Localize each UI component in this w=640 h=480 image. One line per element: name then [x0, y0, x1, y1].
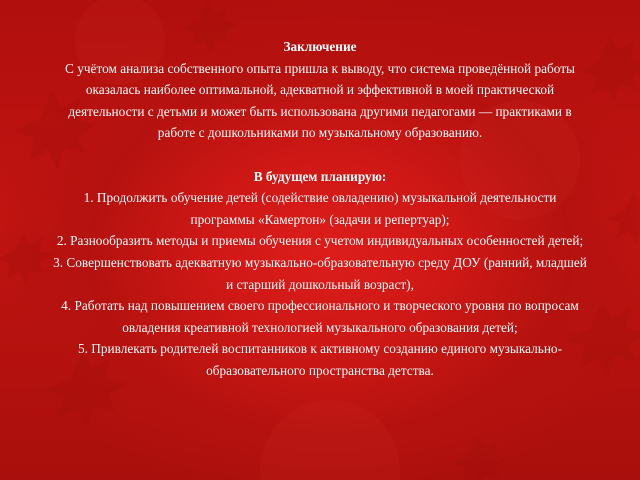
plans-line: 2. Разнообразить методы и приемы обучения с учетом индивидуальных особенностей детей; — [56, 233, 584, 249]
conclusion-line: оказалась наиболее оптимальной, адекватной и эффективной в моей практической — [85, 82, 555, 98]
maple-leaf-icon — [452, 437, 507, 480]
plans-line: образовательного пространства детства. — [206, 362, 434, 378]
plans-title: В будущем планирую: — [253, 168, 387, 184]
plans-line: 1. Продолжить обучение детей (содействие овладению) музыкальной деятельности — [83, 190, 557, 206]
conclusion-line: С учётом анализа собственного опыта пришла к выводу, что система проведённой работы — [65, 60, 575, 76]
plans-line: 5. Привлекать родителей воспитанников к активному созданию единого музыкально- — [77, 341, 563, 357]
conclusion-title: Заключение — [283, 39, 357, 54]
conclusion-line: работе с дошкольниками по музыкальному образованию. — [157, 125, 483, 141]
slide-text — [30, 36, 610, 382]
maple-leaf-icon — [607, 192, 640, 244]
conclusion-line: деятельности с детьми и может быть использована другими педагогами — практиками в — [68, 103, 572, 119]
plans-line: и старший дошкольный возраст), — [226, 276, 414, 292]
plans-line: овладения креативной технологией музыкального образования детей; — [122, 319, 518, 335]
plans-line: программы «Камертон» (задачи и репертуар); — [190, 211, 450, 227]
section-spacer — [30, 144, 610, 166]
plans-line: 3. Совершенствовать адекватную музыкально-образовательную среду ДОУ (ранний, младшей — [53, 254, 587, 270]
plans-line: 4. Работать над повышением своего профессионального и творческого уровня по вопросам — [61, 298, 579, 314]
